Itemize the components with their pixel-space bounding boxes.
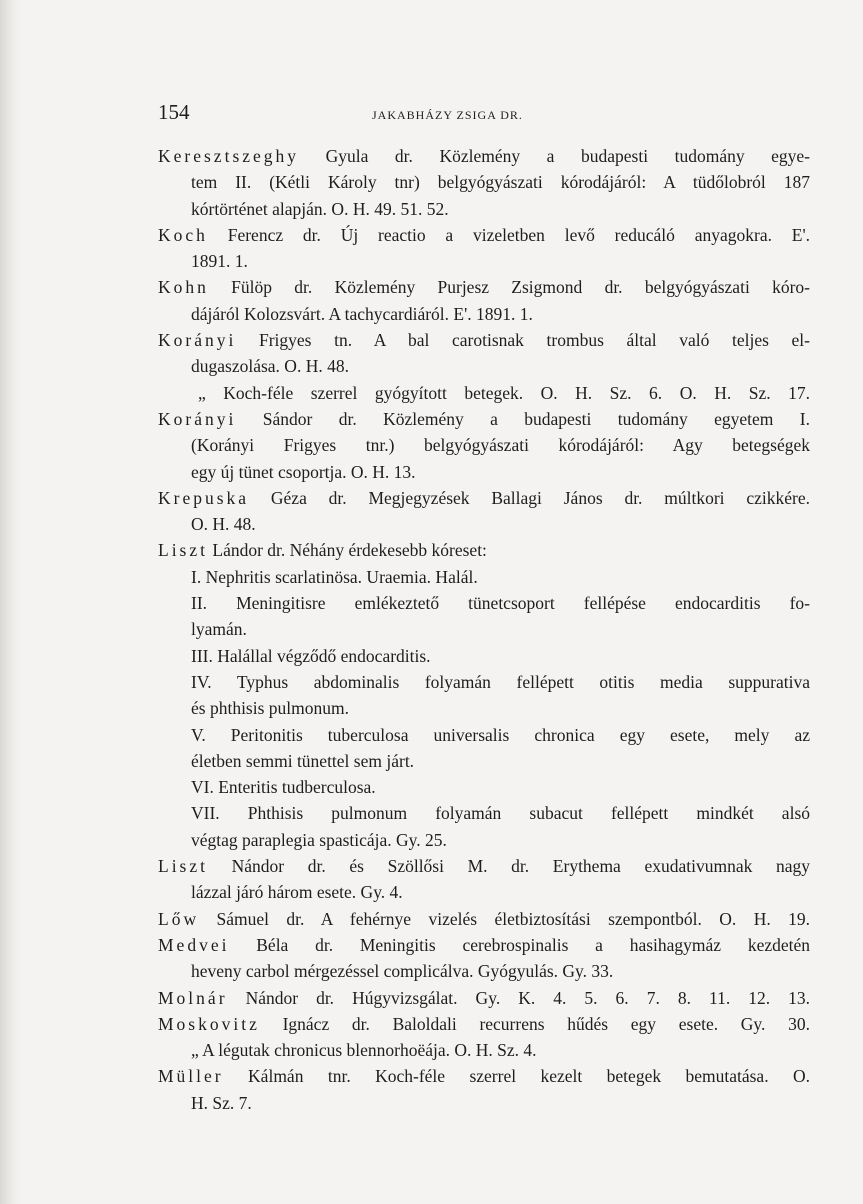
entry-author: Medvei bbox=[158, 934, 230, 955]
case-list-item: lyamán. bbox=[191, 619, 247, 640]
entry-author: Koch bbox=[158, 224, 208, 245]
entry-author: Lőw bbox=[158, 908, 200, 929]
page-binding-shadow bbox=[0, 0, 22, 1204]
entry-text: „ A légutak chronicus blennorhoëája. O. H. Sz. 4. bbox=[191, 1040, 537, 1061]
entry-text: (Korányi Frigyes tnr.) belgyógyászati kórodájáról: Agy betegségek bbox=[191, 435, 810, 456]
entry-text: Ignácz dr. Baloldali recurrens hűdés egy esete. Gy. 30. bbox=[282, 1013, 810, 1034]
entry-author: Krepuska bbox=[158, 487, 250, 508]
entry-text: Gyula dr. Közlemény a budapesti tudomány egye- bbox=[325, 146, 811, 166]
entry-text: Ferencz dr. Új reactio a vizeletben levő reducáló anyagokra. E'. bbox=[227, 224, 810, 245]
entry-text: dugaszolása. O. H. 48. bbox=[191, 356, 349, 377]
page-number: 154 bbox=[158, 100, 190, 124]
entry-author: Liszt bbox=[158, 540, 208, 561]
entry-author: Müller bbox=[158, 1066, 224, 1087]
bibliography-entry bbox=[158, 143, 810, 222]
entry-text: O. H. 48. bbox=[191, 514, 256, 535]
entry-author: Keresztszeghy bbox=[158, 146, 300, 166]
case-list-item: IV. Typhus abdominalis folyamán fellépett otitis media suppurativa bbox=[191, 671, 810, 692]
bibliography-entry bbox=[158, 485, 810, 538]
case-list-item: I. Nephritis scarlatinösa. Uraemia. Halál. bbox=[191, 566, 478, 587]
bibliography-entry bbox=[158, 327, 810, 380]
bibliography-entry bbox=[158, 380, 810, 406]
entry-text: Nándor dr. Húgyvizsgálat. Gy. K. 4. 5. 6. 7. 8. 11. 12. 13. bbox=[245, 987, 811, 1008]
case-list-item: VI. Enteritis tudberculosa. bbox=[191, 777, 376, 798]
entry-text: heveny carbol mérgezéssel complicálva. Gyógyulás. Gy. 33. bbox=[191, 961, 614, 982]
page-header bbox=[158, 100, 810, 130]
bibliography-entry bbox=[158, 406, 810, 485]
entry-text: Géza dr. Megjegyzések Ballagi János dr. múltkori czikkére. bbox=[270, 487, 810, 508]
bibliography-entry bbox=[158, 932, 810, 985]
entry-text: tem II. (Kétli Károly tnr) belgyógyászati kórodájáról: A tüdőlobról 187 bbox=[191, 172, 810, 193]
entry-text: H. Sz. 7. bbox=[191, 1092, 252, 1113]
entry-text: Lándor dr. Néhány érdekesebb kóreset: bbox=[212, 540, 487, 561]
entry-author: Molnár bbox=[158, 987, 228, 1008]
bibliography-body bbox=[158, 143, 810, 1116]
case-list-item: VII. Phthisis pulmonum folyamán subacut fellépett mindkét alsó bbox=[191, 803, 810, 824]
entry-text: Nándor dr. és Szöllősi M. dr. Erythema exudativumnak nagy bbox=[231, 856, 810, 877]
entry-text: Kálmán tnr. Koch-féle szerrel kezelt betegek bemutatása. O. bbox=[248, 1066, 810, 1087]
entry-text: Sándor dr. Közlemény a budapesti tudomány egyetem I. bbox=[262, 408, 810, 429]
running-head: JAKABHÁZY ZSIGA DR. bbox=[372, 108, 523, 122]
entry-author: Korányi bbox=[158, 330, 237, 351]
bibliography-entry bbox=[158, 222, 810, 275]
bibliography-entry bbox=[158, 1037, 810, 1063]
entry-text: 1891. 1. bbox=[191, 251, 248, 272]
case-list-item: életben semmi tünettel sem járt. bbox=[191, 750, 415, 771]
entry-author: Korányi bbox=[158, 408, 237, 429]
bibliography-entry bbox=[158, 985, 810, 1011]
entry-text: Béla dr. Meningitis cerebrospinalis a hasihagymáz kezdetén bbox=[256, 934, 810, 955]
entry-text: Fülöp dr. Közlemény Purjesz Zsigmond dr. belgyógyászati kóro- bbox=[231, 277, 810, 298]
bibliography-entry bbox=[158, 274, 810, 327]
entry-text: dájáról Kolozsvárt. A tachycardiáról. E'. 1891. 1. bbox=[191, 303, 533, 324]
bibliography-entry bbox=[158, 537, 810, 853]
case-list-item: II. Meningitisre emlékeztető tünetcsoport fellépése endocarditis fo- bbox=[191, 593, 810, 614]
bibliography-entry bbox=[158, 1011, 810, 1037]
case-list-item: V. Peritonitis tuberculosa universalis chronica egy esete, mely az bbox=[191, 724, 810, 745]
case-list-item: III. Halállal végződő endocarditis. bbox=[191, 645, 431, 666]
entry-author: Kohn bbox=[158, 277, 209, 298]
case-list-item: és phthisis pulmonum. bbox=[191, 698, 349, 719]
bibliography-entry bbox=[158, 853, 810, 906]
entry-author: Liszt bbox=[158, 856, 208, 877]
entry-author: Moskovitz bbox=[158, 1013, 260, 1034]
entry-text: „ Koch-féle szerrel gyógyított betegek. O. H. Sz. 6. O. H. Sz. 17. bbox=[198, 382, 810, 403]
case-list-item: végtag paraplegia spasticája. Gy. 25. bbox=[191, 829, 447, 850]
bibliography-entry bbox=[158, 906, 810, 932]
entry-text: Sámuel dr. A fehérnye vizelés életbiztosítási szempontból. O. H. 19. bbox=[216, 908, 810, 929]
bibliography-entry bbox=[158, 1063, 810, 1116]
entry-text: egy új tünet csoportja. O. H. 13. bbox=[191, 461, 416, 482]
entry-text: lázzal járó három esete. Gy. 4. bbox=[191, 882, 403, 903]
entry-text: kórtörténet alapján. O. H. 49. 51. 52. bbox=[191, 198, 449, 219]
entry-text: Frigyes tn. A bal carotisnak trombus által való teljes el- bbox=[258, 330, 810, 351]
